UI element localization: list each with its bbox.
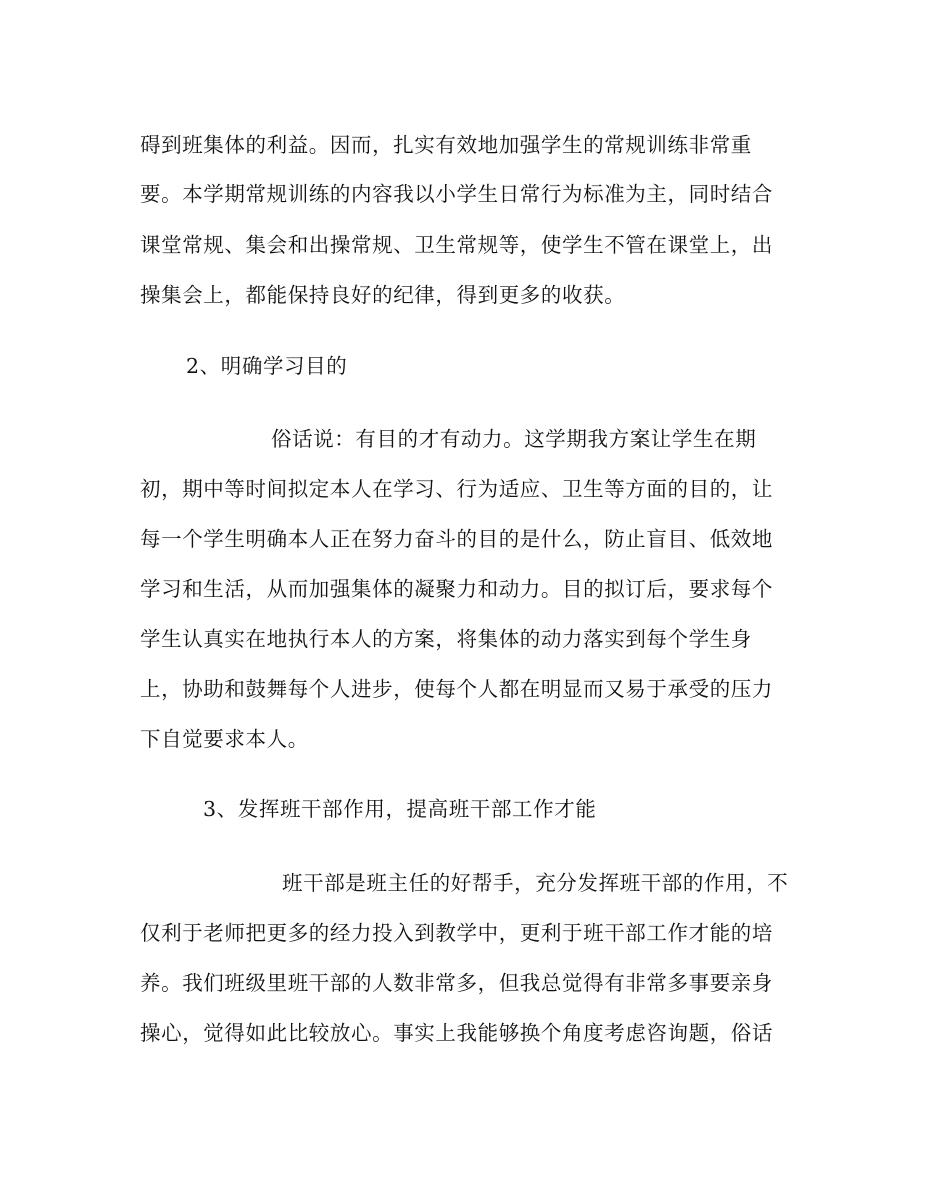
paragraph-line: 要。本学期常规训练的内容我以小学生日常行为标准为主，同时结合 — [140, 182, 773, 206]
paragraph-line: 俗话说：有目的才有动力。这学期我方案让学生在期 — [271, 427, 757, 451]
paragraph-line: 学习和生活，从而加强集体的凝聚力和动力。目的拟订后，要求每个 — [140, 577, 773, 601]
paragraph-line: 下自觉要求本人。 — [140, 727, 309, 751]
paragraph-line: 碍到班集体的利益。因而，扎实有效地加强学生的常规训练非常重 — [140, 133, 752, 157]
paragraph-line: 操心，觉得如此比较放心。事实上我能够换个角度考虑咨询题，俗话 — [140, 1021, 773, 1045]
paragraph-line: 班干部是班主任的好帮手，充分发挥班干部的作用，不 — [282, 871, 789, 895]
paragraph-line: 学生认真实在地执行本人的方案，将集体的动力落实到每个学生身 — [140, 627, 752, 651]
paragraph-line: 上，协助和鼓舞每个人进步，使每个人都在明显而又易于承受的压力 — [140, 677, 773, 701]
paragraph-line: 课堂常规、集会和出操常规、卫生常规等，使学生不管在课堂上，出 — [140, 233, 773, 257]
paragraph-line: 仅利于老师把更多的经力投入到教学中，更利于班干部工作才能的培 — [140, 921, 773, 945]
paragraph-line: 每一个学生明确本人正在努力奋斗的目的是什么，防止盲目、低效地 — [140, 527, 773, 551]
paragraph-line: 初，期中等时间拟定本人在学习、行为适应、卫生等方面的目的，让 — [140, 477, 773, 501]
section-heading: 2、明确学习目的 — [186, 354, 348, 378]
paragraph-line: 养。我们班级里班干部的人数非常多，但我总觉得有非常多事要亲身 — [140, 971, 773, 995]
paragraph-line: 操集会上，都能保持良好的纪律，得到更多的收获。 — [140, 283, 626, 307]
section-heading: 3、发挥班干部作用，提高班干部工作才能 — [203, 797, 597, 821]
